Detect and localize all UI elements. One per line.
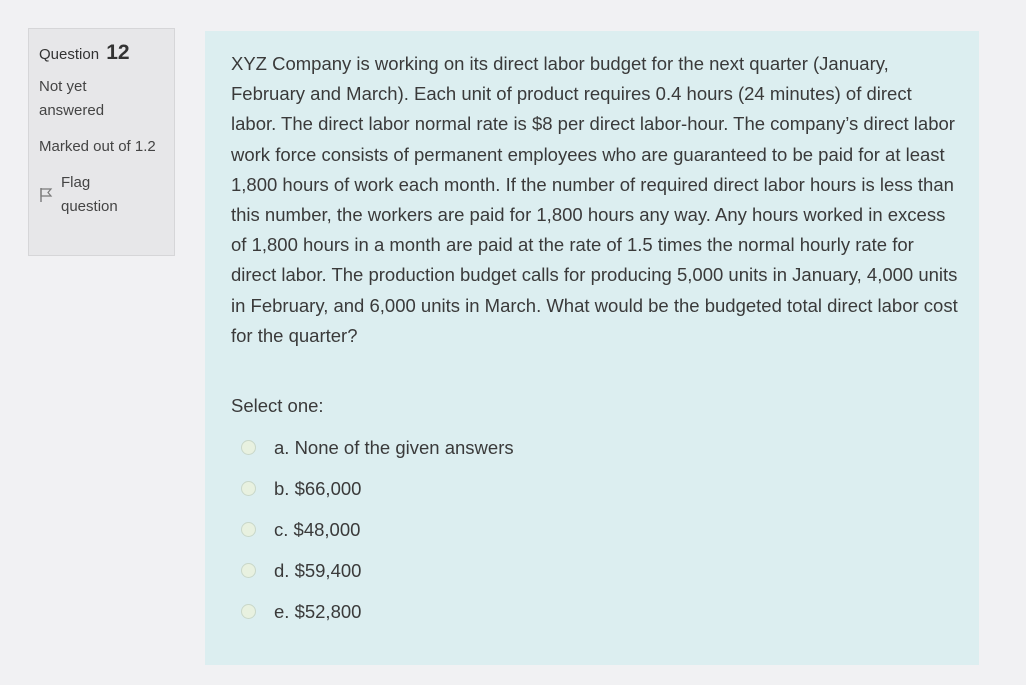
- radio-button[interactable]: [241, 604, 256, 619]
- flag-question-button[interactable]: [39, 171, 164, 219]
- radio-button[interactable]: [241, 522, 256, 537]
- question-info-panel: [28, 28, 175, 256]
- select-one-prompt: Select one:: [231, 395, 324, 417]
- question-grade: Marked out of 1.2: [39, 138, 156, 155]
- answer-label: d. $59,400: [274, 559, 362, 581]
- flag-question-label: Flag question: [61, 174, 118, 215]
- answer-option-d[interactable]: [231, 550, 959, 591]
- flag-icon: [39, 187, 53, 203]
- question-heading: [39, 41, 164, 65]
- question-number: 12: [106, 41, 130, 64]
- answer-label: e. $52,800: [274, 600, 362, 622]
- answer-label: c. $48,000: [274, 518, 361, 540]
- answer-option-e[interactable]: [231, 591, 959, 632]
- radio-button[interactable]: [241, 563, 256, 578]
- answer-label: b. $66,000: [274, 477, 362, 499]
- answer-label: a. None of the given answers: [274, 436, 514, 458]
- answer-option-a[interactable]: [231, 427, 959, 468]
- answer-option-c[interactable]: [231, 509, 959, 550]
- answer-list: [231, 427, 959, 632]
- radio-button[interactable]: [241, 481, 256, 496]
- question-label: Question: [39, 46, 100, 63]
- question-content-panel: [205, 31, 979, 665]
- question-state: Not yet answered: [39, 78, 105, 119]
- answer-option-b[interactable]: [231, 468, 959, 509]
- radio-button[interactable]: [241, 440, 256, 455]
- question-text: XYZ Company is working on its direct labor budget for the next quarter (January, February and March). Each unit of product requires 0.4 hours (24 minutes) of direct labor. The direct labor normal rate is $8 per direct labor-hour. The company’s direct labor work force consists of permanent employees who are guaranteed to be paid for at least 1,800 hours of work each month. If the number of required direct labor hours is less than this number, the workers are paid for 1,800 hours any way. Any hours worked in excess of 1,800 hours in a month are paid at the rate of 1.5 times the normal hourly rate for direct labor. The production budget calls for producing 5,000 units in January, 4,000 units in February, and 6,000 units in March. What would be the budgeted total direct labor cost for the quarter?: [231, 53, 958, 346]
